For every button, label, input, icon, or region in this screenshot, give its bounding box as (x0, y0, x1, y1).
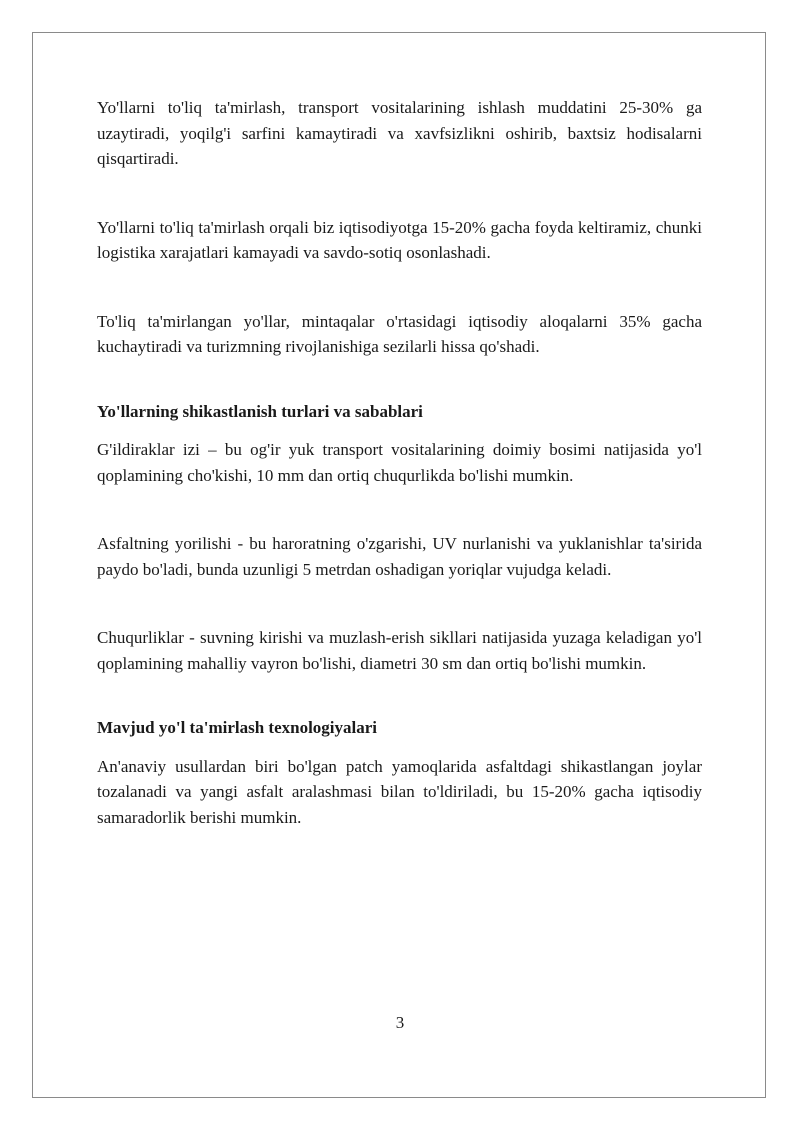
paragraph: Chuqurliklar - suvning kirishi va muzlash-erish sikllari natijasida yuzaga keladigan yo'l qoplamining mahalliy vayron bo'lishi, diametri 30 sm dan ortiq bo'lishi mumkin. (97, 628, 702, 673)
paragraph: Yo'llarni to'liq ta'mirlash orqali biz iqtisodiyotga 15-20% gacha foyda keltiramiz, chunki logistika xarajatlari kamayadi va savdo-sotiq osonlashadi. (97, 217, 702, 262)
document-body (97, 95, 702, 830)
page-number: 3 (395, 1013, 405, 1032)
paragraph: Asfaltning yorilishi - bu haroratning o'zgarishi, UV nurlanishi va yuklanishlar ta'sirida paydo bo'ladi, bunda uzunligi 5 metrdan oshadigan yoriqlar vujudga keladi. (97, 534, 702, 579)
paragraph: Yo'llarni to'liq ta'mirlash, transport vositalarining ishlash muddatini 25-30% ga uzaytiradi, yoqilg'i sarfini kamaytiradi va xavfsizlikni oshirib, baxtsiz hodisalarni qisqartiradi. (97, 98, 702, 168)
paragraph: To'liq ta'mirlangan yo'llar, mintaqalar o'rtasidagi iqtisodiy aloqalarni 35% gacha kuchaytiradi va turizmning rivojlanishiga sezilarli hissa qo'shadi. (97, 311, 702, 356)
paragraph: An'anaviy usullardan biri bo'lgan patch yamoqlarida asfaltdagi shikastlangan joylar tozalanadi va yangi asfalt aralashmasi bilan to'ldiriladi, bu 15-20% gacha iqtisodiy samaradorlik berishi mumkin. (97, 756, 702, 827)
paragraph: G'ildiraklar izi – bu og'ir yuk transport vositalarining doimiy bosimi natijasida yo'l qoplamining cho'kishi, 10 mm dan ortiq chuqurlikda bo'lishi mumkin. (97, 440, 702, 485)
section-heading: Mavjud yo'l ta'mirlash texnologiyalari (97, 718, 378, 737)
section-heading: Yo'llarning shikastlanish turlari va sabablari (97, 401, 423, 421)
